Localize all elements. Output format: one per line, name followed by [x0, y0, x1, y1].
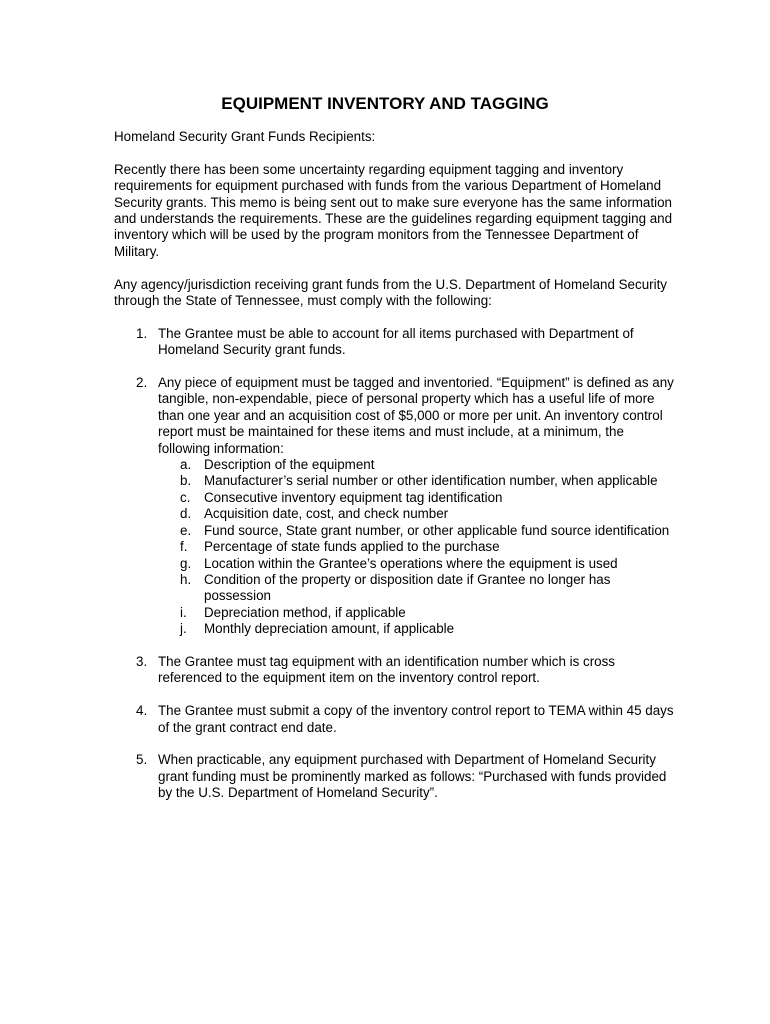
requirement-item-2	[114, 375, 674, 638]
sub-item-i	[158, 605, 674, 621]
item-number: 3.	[136, 653, 148, 669]
item-number: 1.	[136, 325, 148, 341]
sub-item-letter: c.	[180, 489, 191, 505]
sub-item-letter: b.	[180, 473, 192, 489]
item-text: The Grantee must tag equipment with an identification number which is cross referenced to the equipment item on the inventory control report.	[158, 653, 615, 686]
item-text: Any piece of equipment must be tagged and inventoried. “Equipment” is defined as any tangible, non-expendable, piece of personal property which has a useful life of more than one year and an acquisition cost of $5,000 or more per unit. An inventory control report must be maintained for these items and must include, at a minimum, the following information:	[158, 375, 674, 456]
sub-item-d	[158, 506, 674, 522]
sub-item-e	[158, 523, 674, 539]
compliance-paragraph: Any agency/jurisdiction receiving grant funds from the U.S. Department of Homeland Security through the State of Tennessee, must comply with the following:	[114, 276, 667, 309]
sub-item-letter: d.	[180, 506, 192, 522]
sub-item-g	[158, 556, 674, 572]
sub-item-letter: f.	[180, 539, 188, 555]
sub-item-text: Description of the equipment	[204, 457, 375, 473]
sub-item-letter: j.	[180, 621, 187, 637]
inventory-info-sublist	[158, 457, 674, 637]
sub-item-text: Percentage of state funds applied to the purchase	[204, 539, 500, 555]
sub-item-letter: g.	[180, 555, 192, 571]
document-title: EQUIPMENT INVENTORY AND TAGGING	[221, 94, 549, 113]
item-number: 4.	[136, 703, 148, 719]
sub-item-letter: h.	[180, 571, 192, 587]
sub-item-j	[158, 621, 674, 637]
sub-item-a	[158, 457, 674, 473]
sub-item-text: Location within the Grantee’s operations where the equipment is used	[204, 555, 618, 571]
requirements-list	[114, 326, 674, 802]
document-body	[114, 129, 674, 818]
item-text: The Grantee must be able to account for all items purchased with Department of Homeland Security grant funds.	[158, 325, 634, 358]
sub-item-letter: i.	[180, 604, 187, 620]
sub-item-letter: e.	[180, 522, 192, 538]
sub-item-text: Condition of the property or disposition date if Grantee no longer has possession	[204, 571, 611, 604]
sub-item-c	[158, 490, 674, 506]
sub-item-b	[158, 473, 674, 489]
salutation: Homeland Security Grant Funds Recipients:	[114, 129, 376, 144]
sub-item-text: Acquisition date, cost, and check number	[204, 506, 449, 522]
requirement-item-1	[114, 326, 674, 359]
item-text: When practicable, any equipment purchased with Department of Homeland Security grant funding must be prominently marked as follows: “Purchased with funds provided by the U.S. Department of Homeland Security”.	[158, 752, 667, 801]
requirement-item-4	[114, 703, 674, 736]
sub-item-h	[158, 572, 674, 605]
sub-item-text: Manufacturer’s serial number or other identification number, when applicable	[204, 473, 658, 489]
item-number: 2.	[136, 375, 148, 391]
sub-item-text: Fund source, State grant number, or other applicable fund source identification	[204, 522, 670, 538]
sub-item-f	[158, 539, 674, 555]
requirement-item-5	[114, 752, 674, 801]
sub-item-text: Consecutive inventory equipment tag identification	[204, 489, 503, 505]
sub-item-text: Monthly depreciation amount, if applicable	[204, 621, 455, 637]
sub-item-letter: a.	[180, 457, 192, 473]
requirement-item-3	[114, 654, 674, 687]
intro-paragraph: Recently there has been some uncertainty regarding equipment tagging and inventory requirements for equipment purchased with funds from the various Department of Homeland Security grants. This memo is being sent out to make sure everyone has the same information and understands the requirements. These are the guidelines regarding equipment tagging and inventory which will be used by the program monitors from the Tennessee Department of Military.	[114, 161, 673, 259]
item-number: 5.	[136, 752, 148, 768]
sub-item-text: Depreciation method, if applicable	[204, 604, 406, 620]
item-text: The Grantee must submit a copy of the inventory control report to TEMA within 45 days of the grant contract end date.	[158, 703, 674, 735]
